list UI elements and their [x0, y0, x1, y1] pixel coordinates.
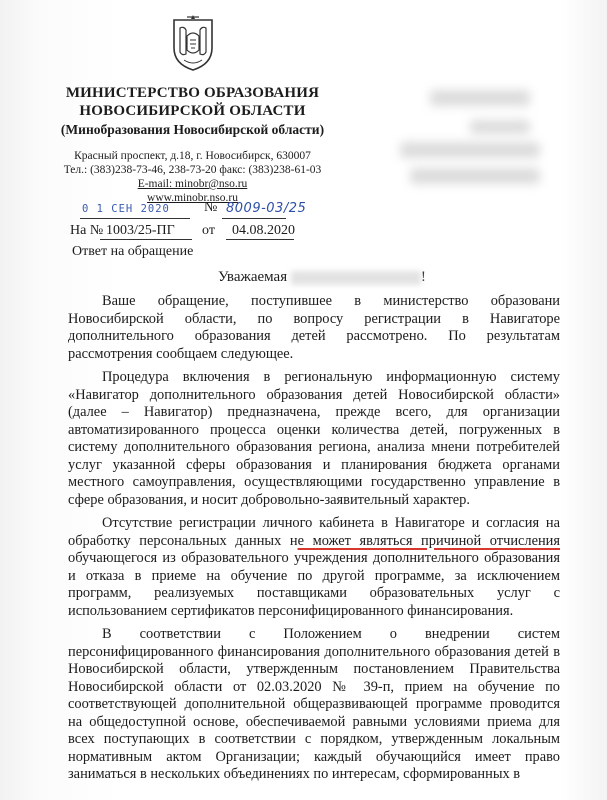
highlighted-phrase: е может являться причиной отчисления — [297, 532, 560, 549]
paragraph-1: Ваше обращение, поступившее в министерство образовани Новосибирской области, по вопросу регистрации в Навигаторе дополнительного образования детей рассмотрено. По результатам рассмотрения сообщаем следующее. — [68, 293, 560, 362]
number-underline — [222, 218, 286, 219]
letter-body — [68, 293, 560, 790]
na-label: На № — [70, 223, 104, 238]
greeting-prefix: Уважаемая — [218, 269, 288, 285]
received-date-stamp: 0 1 СЕН 2020 — [82, 203, 170, 215]
website: www.minobr.nso.ru — [147, 192, 238, 204]
recipient-redacted — [400, 142, 540, 158]
coat-of-arms-icon — [170, 14, 216, 72]
ref-date-underline — [226, 239, 294, 240]
handwritten-number: 8009-03/25 — [226, 201, 307, 216]
address: Красный проспект, д.18, г. Новосибирск, 630007 — [74, 150, 311, 162]
paragraph-3-start: Отсутствие регистрации личного кабинета в Навигаторе и согласия на обработку персональных данных н — [68, 515, 560, 549]
ministry-header — [20, 84, 365, 205]
recipient-redacted — [470, 120, 530, 134]
subject: Ответ на обращение — [72, 244, 194, 259]
phones: Тел.: (383)238-73-46, 238-73-20 факс: (383)238-61-03 — [63, 164, 322, 176]
paragraph-4: В соответствии с Положением о внедрении систем персонифицированного финансирования дополнительного образования детей в Новосибирской области, утвержденным постановлением Правительства Новосибирской области от 02.03.2020 № 39-п, прием на обучение по соответствующей дополнительной общеразвивающей программе проводится на общедоступной основе, обеспечиваемой равными условиями приема для всех поступающих в соответствии с порядком, утвержденным локальным нормативным актом Организации; каждый обучающийся имеет право заниматься в нескольких объединениях по интересам, сформированных в — [68, 626, 560, 782]
ministry-short-name: (Минобразования Новосибирской области) — [60, 122, 325, 137]
email: E-mail: minobr@nso.ru — [137, 178, 248, 190]
recipient-redacted — [410, 168, 540, 184]
ministry-name-line2: НОВОСИБИРСКОЙ ОБЛАСТИ — [79, 103, 306, 119]
greeting-name-redacted — [291, 271, 421, 285]
date-underline — [80, 218, 190, 219]
ministry-name-line1: МИНИСТЕРСТВО ОБРАЗОВАНИЯ — [65, 85, 320, 101]
paragraph-3-end: обучающегося из образовательного учреждения дополнительного образования и отказа в приеме на обучение по другой программе, за исключением программ, реализуемых поставщиками образовательных услуг с использованием сертификатов персонифицированного финансирования. — [68, 550, 560, 619]
paragraph-3 — [68, 515, 560, 620]
reference-number: 1003/25-ПГ — [106, 223, 175, 238]
reference-date: 04.08.2020 — [232, 223, 295, 238]
number-label: № — [204, 200, 218, 215]
recipient-redacted — [430, 90, 530, 106]
ot-label: от — [202, 223, 215, 238]
ministry-contacts — [20, 149, 365, 205]
greeting — [218, 269, 426, 286]
ref-number-underline — [100, 239, 192, 240]
paragraph-2: Процедура включения в региональную информационную систему «Навигатор дополнительного образования детей Новосибирской области» (далее – Навигатор) предназначена, прежде всего, для организации автоматизированного процесса оценки количества детей, погруженных в систему дополнительного образования региона, анализа мнени потребителей услуг указанной сферы образования и планирования бюджета органами местного самоуправления, осуществляющими государственно управление в сфере образования, и носит добровольно-заявительный характер. — [68, 369, 560, 508]
greeting-suffix: ! — [420, 269, 426, 285]
